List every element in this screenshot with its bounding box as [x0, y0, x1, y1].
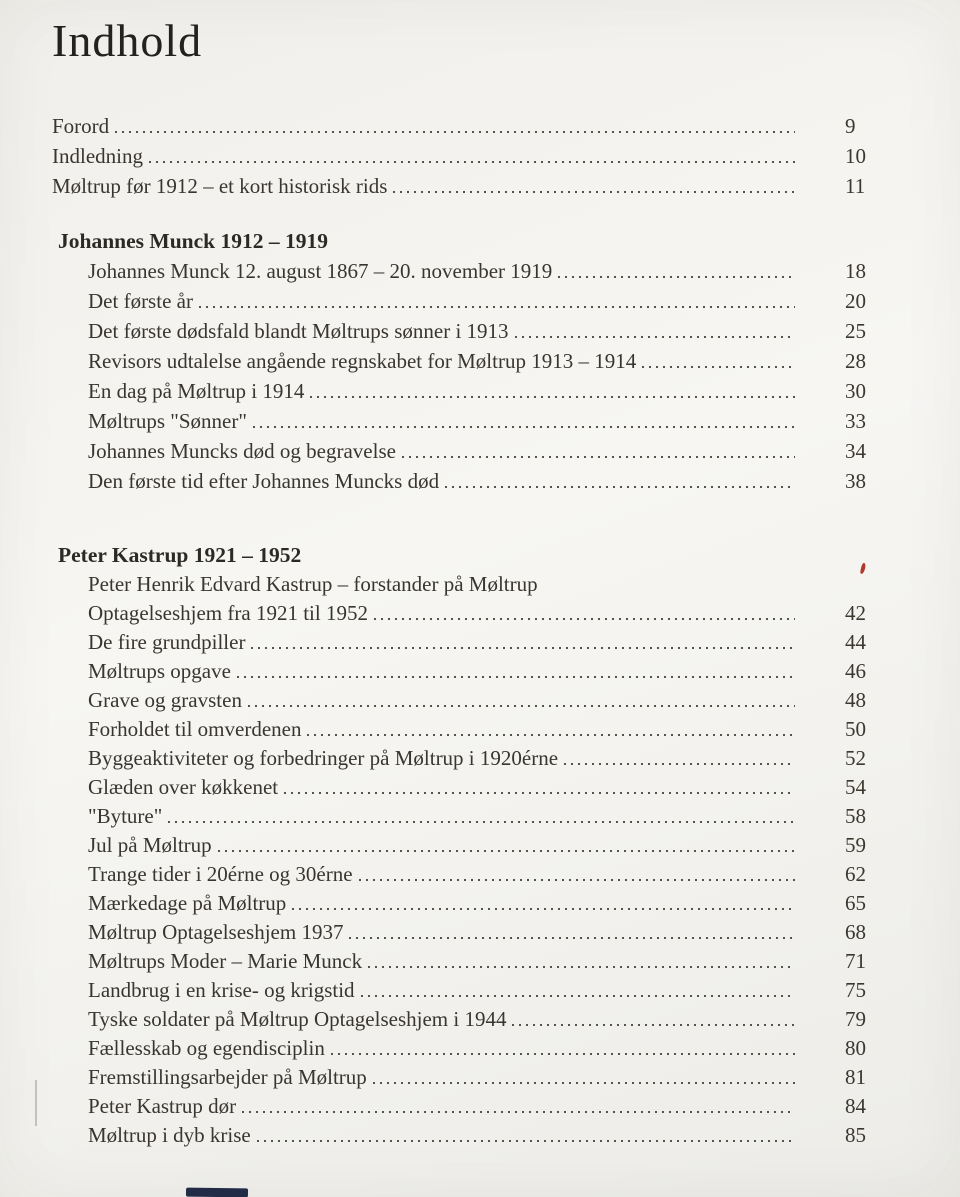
toc-entry-line [88, 976, 875, 1005]
toc-entry-line [88, 628, 875, 657]
entry-title: Det første dødsfald blandt Møltrups sønner i 1913 [88, 319, 509, 343]
toc-entry-line [88, 802, 875, 831]
page-number: 9 [845, 114, 856, 138]
page-number: 28 [845, 349, 866, 373]
entry-title: Forord [52, 114, 110, 138]
page-number: 38 [845, 469, 866, 493]
scan-artifact-bottom [186, 1188, 248, 1197]
page-number: 46 [845, 659, 866, 683]
page-number: 85 [845, 1123, 866, 1147]
toc-section [50, 111, 875, 201]
dot-leader [393, 191, 795, 193]
toc-entry-line [88, 686, 875, 715]
toc-entry-line [88, 773, 875, 802]
entry-title: Tyske soldater på Møltrup Optagelseshjem i 1944 [88, 1007, 507, 1031]
page-title: Indhold [52, 15, 203, 66]
entry-title: Det første år [88, 289, 193, 313]
toc-entry-line [88, 657, 875, 686]
page-number: 11 [845, 174, 866, 198]
toc-entry-line [88, 889, 875, 918]
page-number: 48 [845, 688, 866, 712]
page-number: 50 [845, 717, 866, 741]
dot-leader [248, 705, 795, 707]
dot-leader [253, 426, 795, 428]
page-number: 25 [845, 319, 866, 343]
page-number: 75 [845, 978, 866, 1002]
dot-leader [359, 879, 795, 881]
dot-leader [331, 1053, 795, 1055]
page-number: 81 [845, 1065, 866, 1089]
page-number: 62 [845, 862, 866, 886]
toc-entry-line [52, 171, 875, 201]
page-number: 79 [845, 1007, 866, 1031]
entry-title: Glæden over køkkenet [88, 775, 279, 799]
dot-leader [374, 618, 795, 620]
dot-leader [368, 966, 795, 968]
dot-leader [307, 734, 795, 736]
entry-title: "Byture" [88, 804, 163, 828]
toc-entry-line [88, 286, 875, 316]
page-number: 30 [845, 379, 866, 403]
scan-line-artifact [35, 1080, 37, 1126]
dot-leader [284, 792, 795, 794]
dot-leader [310, 396, 795, 398]
entry-title: En dag på Møltrup i 1914 [88, 379, 305, 403]
toc-entry-line [88, 715, 875, 744]
entry-title: Møltrups Moder – Marie Munck [88, 949, 363, 973]
toc-entry-line [88, 1092, 875, 1121]
section-header: Peter Kastrup 1921 – 1952 [58, 543, 302, 567]
toc-entry-line [88, 570, 875, 599]
toc-entry-line [88, 376, 875, 406]
entry-title: Johannes Munck 12. august 1867 – 20. november 1919 [88, 259, 553, 283]
toc-section [50, 540, 875, 1150]
entry-title: Grave og gravsten [88, 688, 242, 712]
page-number: 44 [845, 630, 866, 654]
toc-section [50, 226, 875, 496]
toc-entry-line [52, 111, 875, 141]
entry-title: Trange tider i 20érne og 30érne [88, 862, 353, 886]
page-number: 54 [845, 775, 866, 799]
dot-leader [257, 1140, 795, 1142]
page-number: 84 [845, 1094, 866, 1118]
page-number: 20 [845, 289, 866, 313]
toc-entry-line [88, 406, 875, 436]
toc-entry-line [88, 316, 875, 346]
page-number: 80 [845, 1036, 866, 1060]
dot-leader [251, 647, 795, 649]
dot-leader [445, 486, 795, 488]
dot-leader [558, 276, 795, 278]
page-number: 18 [845, 259, 866, 283]
entry-title: Mærkedage på Møltrup [88, 891, 287, 915]
dot-leader [361, 995, 795, 997]
toc-entry-line [88, 744, 875, 773]
dot-leader [512, 1024, 795, 1026]
entry-title: Landbrug i en krise- og krigstid [88, 978, 355, 1002]
dot-leader [373, 1082, 795, 1084]
dot-leader [199, 306, 795, 308]
dot-leader [168, 821, 795, 823]
toc-entry-line [88, 466, 875, 496]
toc-entry-line [88, 256, 875, 286]
dot-leader [349, 937, 795, 939]
page-number: 42 [845, 601, 866, 625]
page-number: 68 [845, 920, 866, 944]
entry-title: Forholdet til omverdenen [88, 717, 302, 741]
toc-entry-line [88, 947, 875, 976]
entry-title: Den første tid efter Johannes Muncks død [88, 469, 440, 493]
toc-entry-line [88, 1121, 875, 1150]
toc [50, 111, 875, 1150]
entry-title: Møltrups opgave [88, 659, 231, 683]
entry-title: Møltrup Optagelseshjem 1937 [88, 920, 344, 944]
toc-entry-line [88, 1005, 875, 1034]
entry-title: De fire grundpiller [88, 630, 246, 654]
toc-entry-line [88, 1063, 875, 1092]
toc-entry-line [88, 831, 875, 860]
page-number: 65 [845, 891, 866, 915]
entry-title: Møltrup før 1912 – et kort historisk rids [52, 174, 388, 198]
dot-leader [237, 676, 795, 678]
page-number: 52 [845, 746, 866, 770]
dot-leader [564, 763, 795, 765]
entry-title: Johannes Muncks død og begravelse [88, 439, 396, 463]
toc-entry-line [88, 860, 875, 889]
page-number: 10 [845, 144, 866, 168]
entry-title: Møltrups "Sønner" [88, 409, 247, 433]
toc-entry-line [88, 1034, 875, 1063]
dot-leader [115, 131, 795, 133]
section-header: Johannes Munck 1912 – 1919 [58, 229, 328, 253]
toc-entry-line [88, 599, 875, 628]
page-number: 71 [845, 949, 866, 973]
toc-entry-line [88, 436, 875, 466]
dot-leader [218, 850, 795, 852]
page-number: 59 [845, 833, 866, 857]
page-number: 33 [845, 409, 866, 433]
entry-title: Fremstillingsarbejder på Møltrup [88, 1065, 367, 1089]
toc-entry-line [88, 918, 875, 947]
entry-title: Revisors udtalelse angående regnskabet for Møltrup 1913 – 1914 [88, 349, 637, 373]
entry-title: Peter Henrik Edvard Kastrup – forstander på Møltrup [88, 572, 538, 596]
entry-title: Indledning [52, 144, 143, 168]
entry-title: Byggeaktiviteter og forbedringer på Møltrup i 1920érne [88, 746, 559, 770]
toc-entry-line [52, 141, 875, 171]
entry-title: Optagelseshjem fra 1921 til 1952 [88, 601, 368, 625]
entry-title: Peter Kastrup dør [88, 1094, 237, 1118]
dot-leader [242, 1111, 795, 1113]
entry-title: Møltrup i dyb krise [88, 1123, 251, 1147]
dot-leader [515, 336, 795, 338]
dot-leader [642, 366, 795, 368]
entry-title: Fællesskab og egendisciplin [88, 1036, 325, 1060]
page-number: 34 [845, 439, 866, 463]
page-number: 58 [845, 804, 866, 828]
entry-title: Jul på Møltrup [88, 833, 212, 857]
dot-leader [149, 161, 795, 163]
dot-leader [402, 456, 795, 458]
toc-entry-line [88, 346, 875, 376]
dot-leader [292, 908, 795, 910]
